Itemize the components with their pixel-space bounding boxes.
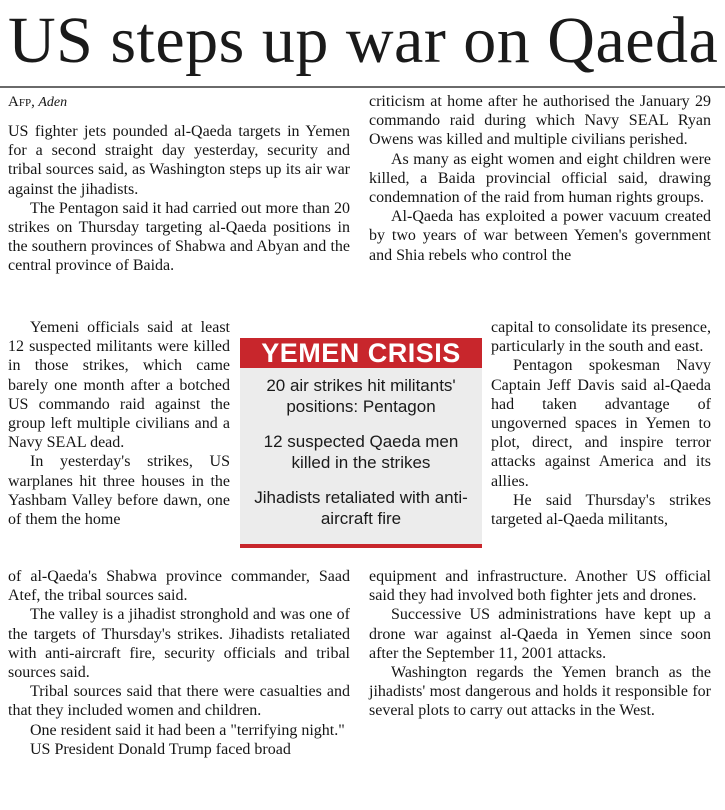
paragraph: He said Thursday's strikes targeted al-Qaeda militants, bbox=[491, 491, 711, 529]
factbox-item: Jihadists retaliated with anti-aircraft fire bbox=[254, 488, 468, 528]
paragraph: The valley is a jihadist stronghold and was one of the targets of Thursday's strikes. Jihadists retaliated with anti-aircraft fire, security officials and tribal sources said. bbox=[8, 606, 350, 682]
paragraph: Pentagon spokesman Navy Captain Jeff Davis said al-Qaeda had taken advantage of ungoverned spaces in Yemen to plot, direct, and inspire terror attacks against America and its allies. bbox=[491, 357, 711, 490]
headline: US steps up war on Qaeda bbox=[8, 4, 719, 77]
paragraph: US President Donald Trump faced broad bbox=[30, 740, 291, 758]
article-column-right-wrap bbox=[491, 318, 711, 529]
paragraph: The Pentagon said it had carried out more than 20 strikes on Thursday targeting al-Qaeda positions in the southern provinces of Shabwa and Abyan and the central province of Baida. bbox=[8, 199, 350, 275]
paragraph: One resident said it had been a "terrifying night." bbox=[30, 721, 345, 739]
factbox-item: 20 air strikes hit militants' positions: Pentagon bbox=[266, 376, 456, 416]
byline-agency: Afp, bbox=[8, 94, 35, 110]
paragraph: In yesterday's strikes, US warplanes hit three houses in the Yashbam Valley before dawn, one of them the home bbox=[8, 453, 230, 529]
yemen-crisis-factbox bbox=[240, 338, 482, 548]
article-column-left-bottom bbox=[8, 567, 350, 759]
paragraph: Yemeni officials said at least 12 suspected militants were killed in those strikes, which came barely one month after a botched US commando raid against the group left multiple civilians and a Navy SEAL dead. bbox=[8, 319, 230, 452]
paragraph: Tribal sources said that there were casualties and that they included women and children. bbox=[8, 683, 350, 720]
paragraph: Al-Qaeda has exploited a power vacuum created by two years of war between Yemen's government and Shia rebels who control the bbox=[369, 208, 711, 264]
paragraph: US fighter jets pounded al-Qaeda targets in Yemen for a second straight day yesterday, security and tribal sources said, as Washington steps up its air war against the jihadists. bbox=[8, 123, 350, 198]
article-column-right-bottom bbox=[369, 567, 711, 721]
headline-divider bbox=[0, 86, 725, 88]
byline bbox=[8, 92, 67, 113]
paragraph: criticism at home after he authorised the January 29 commando raid during which Navy SEAL Ryan Owens was killed and multiple civilians perished. bbox=[369, 93, 711, 149]
paragraph: Successive US administrations have kept up a drone war against al-Qaeda in Yemen since soon after the September 11, 2001 attacks. bbox=[369, 606, 711, 662]
article-column-left-wrap bbox=[8, 318, 230, 529]
article-column-right-top bbox=[369, 92, 711, 265]
factbox-title: YEMEN CRISIS bbox=[240, 338, 482, 368]
paragraph: equipment and infrastructure. Another US official said they had involved both fighter jets and drones. bbox=[369, 568, 711, 605]
paragraph: Washington regards the Yemen branch as the jihadists' most dangerous and holds it responsible for several plots to carry out attacks in the West. bbox=[369, 664, 711, 720]
article-column-left-top bbox=[8, 122, 350, 276]
paragraph: capital to consolidate its presence, particularly in the south and east. bbox=[491, 319, 711, 356]
paragraph: of al-Qaeda's Shabwa province commander, Saad Atef, the tribal sources said. bbox=[8, 568, 350, 605]
factbox-item: 12 suspected Qaeda men killed in the strikes bbox=[263, 432, 459, 472]
paragraph: As many as eight women and eight children were killed, a Baida provincial official said, drawing condemnation of the raid from human rights groups. bbox=[369, 150, 711, 207]
byline-place: Aden bbox=[38, 95, 68, 110]
